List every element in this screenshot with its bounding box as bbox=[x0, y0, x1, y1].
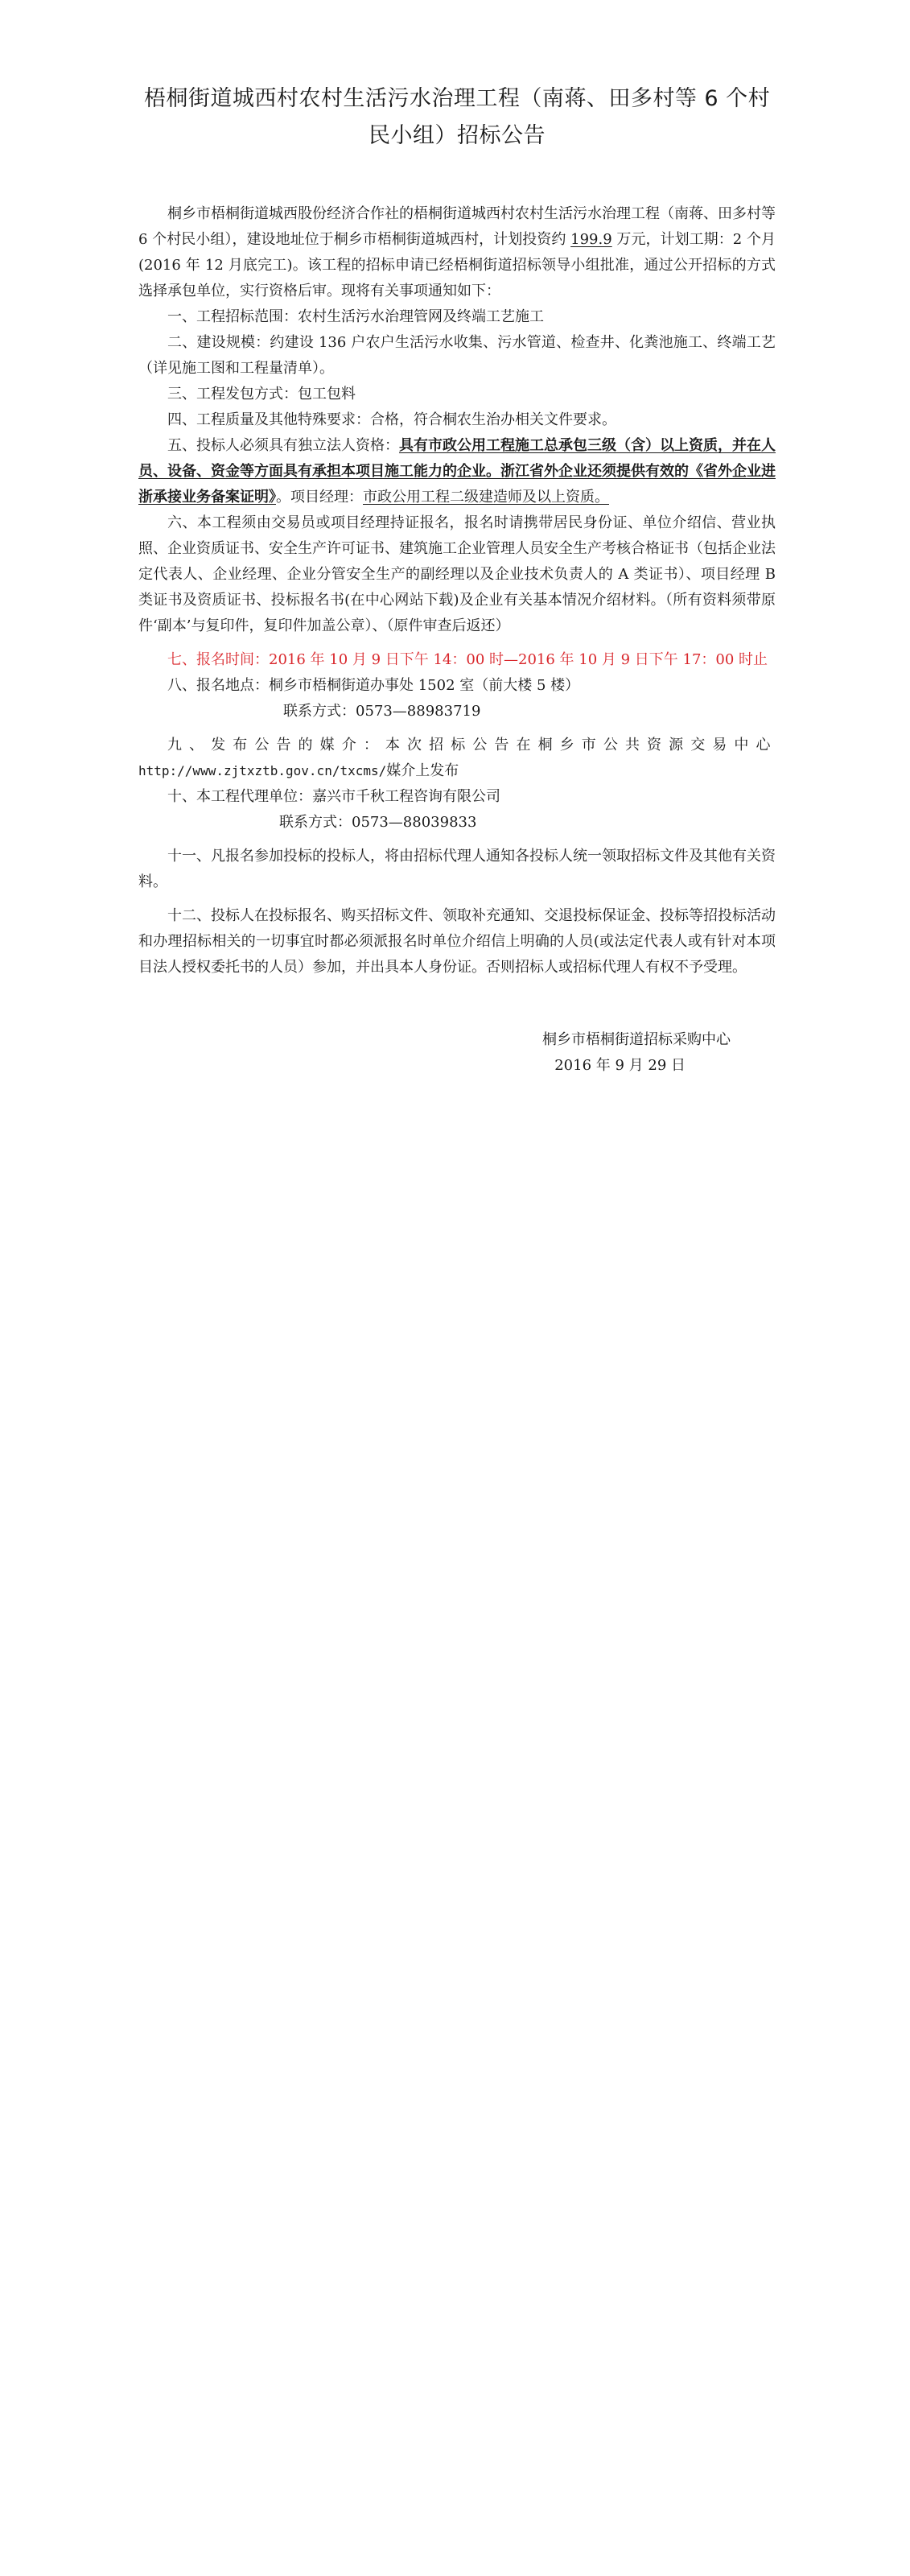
item-5-qualification bbox=[138, 433, 776, 510]
document-title bbox=[138, 80, 776, 155]
item-4-quality: 四、工程质量及其他特殊要求：合格，符合桐农生治办相关文件要求。 bbox=[167, 411, 616, 428]
intro-paragraph bbox=[138, 201, 776, 304]
item-3-contract-method: 三、工程发包方式：包工包料 bbox=[167, 386, 356, 402]
item-5-mid: 。项目经理： bbox=[276, 489, 363, 506]
title-line-1: 梧桐街道城西村农村生活污水治理工程（南蒋、田多村等 6 个村 bbox=[143, 86, 771, 111]
item-10-agent: 十、本工程代理单位：嘉兴市千秋工程咨询有限公司 bbox=[167, 788, 500, 805]
issuing-organization: 桐乡市梧桐街道招标采购中心 bbox=[542, 1031, 731, 1048]
item-5-requirement: 具有市政公用工程施工总承包三级（含）以上资质，并在人员、设备、资金等方面具有承担本项目施工能力的企业。浙江省外企业还须提供有效的《省外企业进浙承接业务备案证明》 bbox=[138, 437, 776, 506]
item-8-registration-place: 八、报名地点：桐乡市梧桐街道办事处 1502 室（前大楼 5 楼） bbox=[167, 677, 580, 694]
item-8-contact: 联系方式：0573—88983719 bbox=[283, 703, 481, 720]
item-9-suffix: 媒介上发布 bbox=[386, 762, 459, 779]
item-9-media bbox=[138, 733, 776, 784]
item-9-url-link[interactable]: http://www.zjtxztb.gov.cn/txcms/ bbox=[138, 763, 387, 778]
issue-date: 2016 年 9 月 29 日 bbox=[554, 1057, 686, 1074]
item-1-scope: 一、工程招标范围：农村生活污水治理管网及终端工艺施工 bbox=[167, 308, 544, 325]
signature-block bbox=[138, 1027, 776, 1079]
item-11-documents: 十一、凡报名参加投标的投标人，将由招标代理人通知各投标人统一领取招标文件及其他有关资料。 bbox=[138, 848, 776, 890]
item-7-registration-time: 七、报名时间：2016 年 10 月 9 日下午 14：00 时—2016 年 10 月 9 日下午 17：00 时止 bbox=[167, 651, 768, 668]
intro-text-2: 万元，计划工期：2 个月(2016 年 12 月底完工)。该工程的招标申请已经梧桐街道招标领导小组批准，通过公开招标的方式选择承包单位，实行资格后审。现将有关事项通知如下： bbox=[138, 231, 776, 299]
item-2-scale: 二、建设规模：约建设 136 户农户生活污水收集、污水管道、检查井、化粪池施工、终端工艺（详见施工图和工程量清单）。 bbox=[138, 334, 776, 377]
intro-text-1: 桐乡市梧桐街道城西股份经济合作社的梧桐街道城西村农村生活污水治理工程（南蒋、田多村等 6 个村民小组），建设地址位于桐乡市梧桐街道城西村，计划投资约 bbox=[138, 205, 776, 248]
title-line-2: 民小组）招标公告 bbox=[369, 123, 546, 148]
item-6-registration-docs: 六、本工程须由交易员或项目经理持证报名，报名时请携带居民身份证、单位介绍信、营业执照、企业资质证书、安全生产许可证书、建筑施工企业管理人员安全生产考核合格证书（包括企业法定代表人、企业经理、企业分管安全生产的副经理以及企业技术负责人的 A 类证书）、项目经理 B 类证书及资质证书、投标报名书(在中心网站下载)及企业有关基本情况介绍材料。（所有资料须带原件‘副本’与复印件，复印件加盖公章）、（原件审查后返还） bbox=[138, 514, 776, 634]
item-10-contact: 联系方式：0573—88039833 bbox=[279, 814, 477, 831]
announcement-page bbox=[138, 80, 776, 1079]
item-9-prefix: 九、发布公告的媒介：本次招标公告在桐乡市公共资源交易中心 bbox=[167, 737, 776, 753]
investment-amount: 199.9 bbox=[570, 231, 612, 248]
item-12-attendance: 十二、投标人在投标报名、购买招标文件、领取补充通知、交退投标保证金、投标等招投标活动和办理招标相关的一切事宜时都必须派报名时单位介绍信上明确的人员(或法定代表人或有针对本项目法人授权委托书的人员）参加，并出具本人身份证。否则招标人或招标代理人有权不予受理。 bbox=[138, 907, 776, 976]
item-5-prefix: 五、投标人必须具有独立法人资格： bbox=[167, 437, 399, 454]
item-5-manager-requirement: 市政公用工程二级建造师及以上资质。 bbox=[363, 489, 609, 506]
